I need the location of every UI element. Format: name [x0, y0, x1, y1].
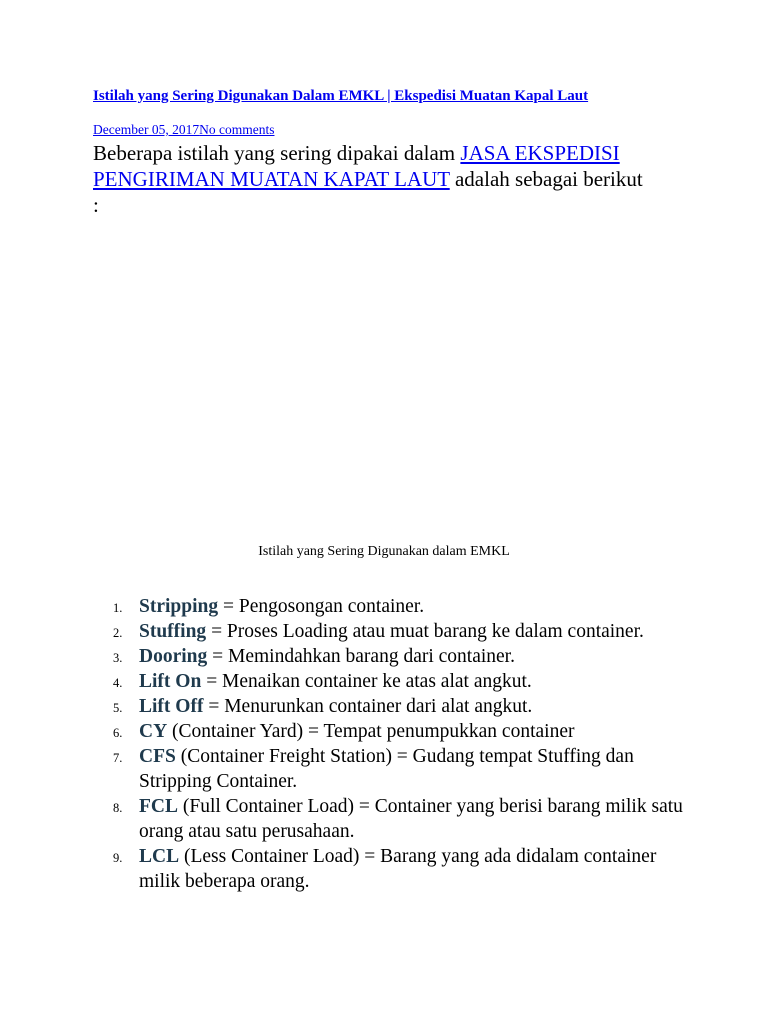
term-name: Stripping: [139, 596, 219, 617]
list-item: [93, 794, 693, 844]
term-definition: (Less Container Load) = Barang yang ada didalam container milik beberapa orang.: [139, 846, 657, 892]
jasa-ekspedisi-link[interactable]: JASA EKSPEDISI PENGIRIMAN MUATAN KAPAT LAUT: [93, 141, 620, 191]
list-item: [93, 844, 693, 894]
term-definition: (Full Container Load) = Container yang berisi barang milik satu orang atau satu perusahaan.: [139, 796, 683, 842]
list-number: 5.: [113, 701, 123, 715]
term-definition: (Container Yard) = Tempat penumpukkan container: [167, 721, 575, 742]
post-title-link[interactable]: Istilah yang Sering Digunakan Dalam EMKL | Ekspedisi Muatan Kapal Laut: [93, 88, 589, 104]
list-item: [93, 619, 693, 644]
term-definition: = Memindahkan barang dari container.: [207, 646, 515, 667]
term-definition: (Container Freight Station) = Gudang tempat Stuffing dan Stripping Container.: [139, 746, 634, 792]
term-definition: = Menurunkan container dari alat angkut.: [203, 696, 533, 717]
list-number: 7.: [113, 751, 123, 765]
term-name: Lift On: [139, 671, 202, 692]
list-number: 4.: [113, 676, 123, 690]
term-definition: = Menaikan container ke atas alat angkut.: [201, 671, 532, 692]
figure-image-placeholder: [93, 225, 675, 525]
comments-link[interactable]: No comments: [199, 122, 275, 137]
term-name: Dooring: [139, 646, 208, 667]
figure-caption: Istilah yang Sering Digunakan dalam EMKL: [258, 544, 510, 559]
intro-paragraph: [93, 140, 653, 218]
term-name: LCL: [139, 846, 180, 867]
post-meta: [93, 122, 274, 138]
list-number: 1.: [113, 601, 123, 615]
term-definition: = Pengosongan container.: [218, 596, 425, 617]
intro-text-after: adalah sebagai berikut :: [93, 167, 643, 217]
terms-list: [93, 594, 693, 894]
list-number: 6.: [113, 726, 123, 740]
list-item: [93, 669, 693, 694]
term-name: CY: [139, 721, 168, 742]
term-name: CFS: [139, 746, 176, 767]
intro-text-before: Beberapa istilah yang sering dipakai dalam: [93, 141, 461, 165]
list-item: [93, 594, 693, 619]
list-item: [93, 694, 693, 719]
term-definition: = Proses Loading atau muat barang ke dalam container.: [206, 621, 644, 642]
list-item: [93, 744, 693, 794]
list-number: 2.: [113, 626, 123, 640]
term-name: Lift Off: [139, 696, 204, 717]
term-name: FCL: [139, 796, 178, 817]
list-number: 3.: [113, 651, 123, 665]
list-number: 8.: [113, 801, 123, 815]
list-item: [93, 644, 693, 669]
list-item: [93, 719, 693, 744]
post-date-link[interactable]: December 05, 2017: [93, 122, 200, 137]
list-number: 9.: [113, 851, 123, 865]
term-name: Stuffing: [139, 621, 207, 642]
